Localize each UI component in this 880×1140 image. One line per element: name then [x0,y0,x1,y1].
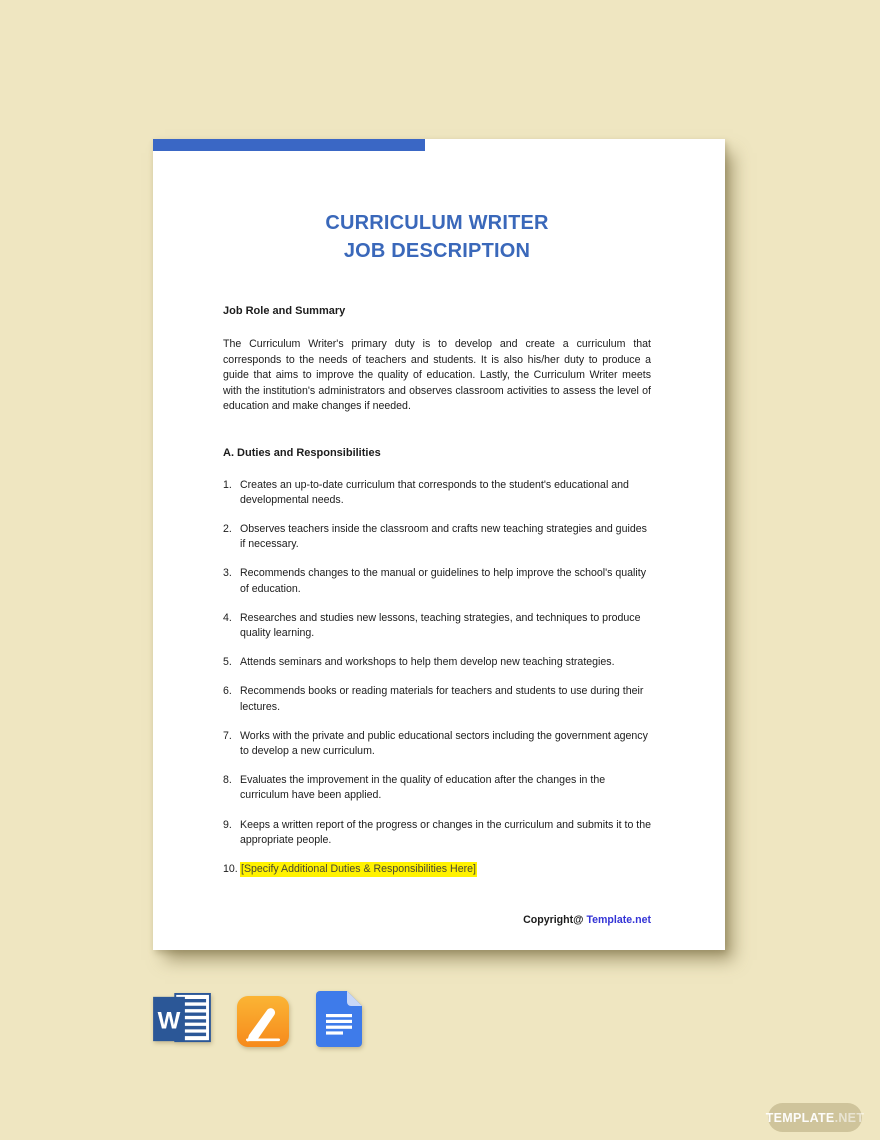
duty-number: 10. [223,862,238,875]
duty-item-8 [223,773,651,803]
duty-number: 3. [223,567,232,580]
duties-list [223,478,651,878]
duty-item-5 [223,655,651,670]
copyright-line [223,914,651,926]
duty-text: Creates an up-to-date curriculum that corresponds to the student's educational and developmental needs. [240,478,629,506]
duty-text: Researches and studies new lessons, teaching strategies, and techniques to produce quality learning. [240,611,641,639]
badge-text-bold: TEMPLATE [765,1110,835,1125]
google-docs-icon[interactable] [316,991,362,1052]
duty-item-1 [223,478,651,508]
duty-item-6 [223,684,651,714]
copyright-label: Copyright@ [523,914,584,927]
document-title-line2: JOB DESCRIPTION [343,240,531,262]
duty-item-3 [223,566,651,596]
templatenet-link[interactable]: Template.net [586,914,651,927]
duty-text: Recommends books or reading materials for teachers and students to use during their lectures. [240,685,644,713]
duty-number: 2. [223,522,232,535]
svg-text:W: W [157,1007,181,1035]
document-title-line1: CURRICULUM WRITER [325,212,549,234]
apple-pages-icon[interactable] [237,996,289,1052]
duty-number: 1. [223,478,232,491]
duty-text: Attends seminars and workshops to help them develop new teaching strategies. [240,656,615,669]
duty-item-2 [223,522,651,552]
microsoft-word-icon[interactable] [152,993,212,1050]
badge-text-light: .NET [834,1110,865,1125]
duty-item-10 [223,862,651,877]
duty-number: 4. [223,611,232,624]
duty-item-7 [223,729,651,759]
duty-item-9 [223,818,651,848]
duty-text: Observes teachers inside the classroom and crafts new teaching strategies and guides if necessary. [240,522,647,551]
duty-number: 9. [223,818,232,831]
duty-number: 5. [223,656,232,669]
duty-number: 8. [223,774,232,787]
duty-text: Evaluates the improvement in the quality of education after the changes in the curriculum have been applied. [240,774,606,802]
duty-text: Recommends changes to the manual or guidelines to help improve the school's quality of education. [240,567,646,595]
document-content [153,139,725,926]
document-title [223,209,651,265]
duties-heading: A. Duties and Responsibilities [223,446,381,459]
duty-text: Works with the private and public educational sectors including the government agency to develop a new curriculum. [240,729,648,757]
document-page [153,139,725,950]
duty-text: Keeps a written report of the progress or changes in the curriculum and submits it to the appropriate people. [240,818,652,846]
job-role-summary-paragraph: The Curriculum Writer's primary duty is to develop and create a curriculum that corresponds to the needs of teachers and students. It is also his/her duty to produce a guide that aims to improve the quality of education. Lastly, the Curriculum Writer meets with the institution's administrators and observes classroom activities to assess the level of education and make changes if needed. [223,338,651,412]
duty-number: 7. [223,729,232,742]
job-role-summary-heading: Job Role and Summary [223,305,346,317]
placeholder-highlight-text: [Specify Additional Duties & Responsibilities Here] [240,862,477,877]
duty-item-4 [223,611,651,641]
file-format-icons [152,990,362,1052]
templatenet-watermark-badge [765,1103,865,1132]
duty-number: 6. [223,685,232,698]
